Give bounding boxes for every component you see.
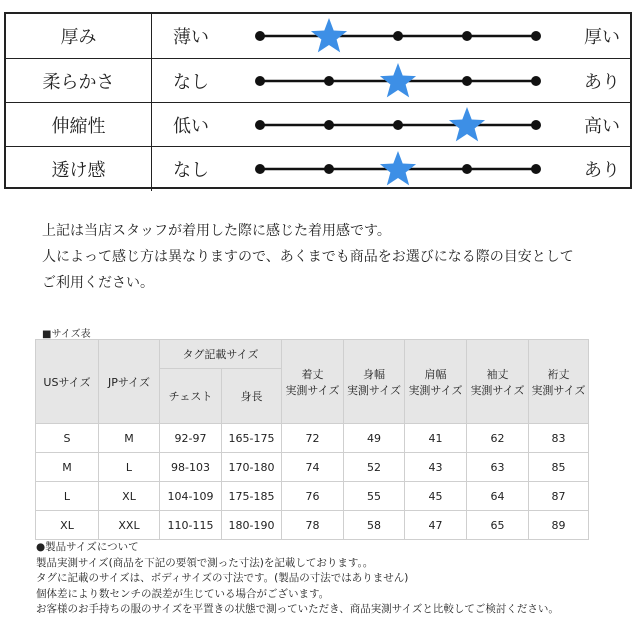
cell-height: 175-185 (222, 482, 282, 511)
header-line: 実測サイズ (285, 383, 340, 397)
header-us-size: USサイズ (36, 340, 99, 424)
cell-sleeve: 62 (467, 424, 529, 453)
cell-yuki: 89 (529, 511, 589, 540)
scale-dot (324, 164, 334, 174)
scale-dot (462, 31, 472, 41)
scale-dot (255, 164, 265, 174)
feel-label: 伸縮性 (6, 103, 152, 147)
note-line: 人によって感じ方は異なりますので、あくまでも商品をお選びになる際の目安として (42, 249, 574, 265)
header-jp-size: JPサイズ (99, 340, 160, 424)
header-line: 裄丈 (547, 367, 570, 381)
header-sleeve (467, 340, 529, 424)
cell-height: 180-190 (222, 511, 282, 540)
cell-sleeve: 63 (467, 453, 529, 482)
cell-sleeve: 65 (467, 511, 529, 540)
feel-scale (246, 59, 546, 103)
feel-max-label: あり (584, 160, 620, 181)
cell-length: 76 (282, 482, 344, 511)
header-line: 着丈 (301, 367, 324, 381)
size-note-line: 製品実測サイズ(商品を下記の要領で測った寸法)を記載しております。。 (36, 556, 374, 569)
cell-body-width: 55 (344, 482, 405, 511)
scale-dot (531, 120, 541, 130)
feel-label: 厚み (6, 14, 152, 58)
cell-shoulder: 45 (405, 482, 467, 511)
cell-chest: 110-115 (160, 511, 222, 540)
scale-dot (462, 164, 472, 174)
cell-yuki: 85 (529, 453, 589, 482)
scale-dot (531, 31, 541, 41)
header-shoulder (405, 340, 467, 424)
table-row (36, 424, 589, 453)
cell-jp: XXL (99, 511, 160, 540)
cell-us: L (36, 482, 99, 511)
feel-label: 透け感 (6, 147, 152, 191)
cell-us: S (36, 424, 99, 453)
feel-max-label: 高い (584, 116, 620, 137)
cell-shoulder: 41 (405, 424, 467, 453)
table-row (36, 482, 589, 511)
cell-jp: XL (99, 482, 160, 511)
cell-chest: 98-103 (160, 453, 222, 482)
size-notes-heading: ●製品サイズについて (36, 541, 139, 553)
size-note-line: お客様のお手持ちの服のサイズを平置きの状態で測っていただき、商品実測サイズと比較してご検討ください。 (36, 603, 559, 615)
cell-chest: 92-97 (160, 424, 222, 453)
cell-chest: 104-109 (160, 482, 222, 511)
scale-dot (462, 76, 472, 86)
note-line: ご利用ください。 (42, 275, 154, 291)
feel-min-label: なし (173, 160, 209, 181)
header-line: 袖丈 (486, 367, 509, 381)
scale-dot (324, 120, 334, 130)
header-line: 実測サイズ (408, 383, 463, 397)
star-icon (380, 151, 416, 185)
scale-dot (324, 76, 334, 86)
cell-shoulder: 47 (405, 511, 467, 540)
feel-min-label: 低い (173, 116, 209, 137)
star-icon (449, 107, 485, 141)
cell-body-width: 58 (344, 511, 405, 540)
feel-row-softness (6, 58, 630, 103)
feel-scale (246, 147, 546, 191)
size-notes (36, 540, 559, 618)
feel-note (42, 218, 602, 296)
header-line: 身幅 (363, 367, 385, 381)
star-icon (311, 18, 347, 52)
star-icon (380, 63, 416, 97)
header-height: 身長 (222, 369, 282, 424)
feel-row-sheerness (6, 146, 630, 191)
header-line: 肩幅 (424, 367, 447, 381)
feel-max-label: 厚い (584, 27, 620, 48)
table-row (36, 453, 589, 482)
feel-min-label: 薄い (173, 27, 209, 48)
feel-scale-table (4, 12, 632, 189)
cell-yuki: 83 (529, 424, 589, 453)
table-row (36, 511, 589, 540)
header-tag-size: タグ記載サイズ (160, 340, 282, 369)
header-length (282, 340, 344, 424)
cell-length: 78 (282, 511, 344, 540)
scale-dot (531, 76, 541, 86)
header-body-width (344, 340, 405, 424)
header-line: 実測サイズ (470, 383, 525, 397)
header-yuki (529, 340, 589, 424)
cell-body-width: 52 (344, 453, 405, 482)
scale-dot (255, 31, 265, 41)
scale-dot (393, 120, 403, 130)
cell-height: 170-180 (222, 453, 282, 482)
feel-scale (246, 103, 546, 147)
cell-yuki: 87 (529, 482, 589, 511)
cell-length: 72 (282, 424, 344, 453)
scale-dot (255, 76, 265, 86)
cell-us: M (36, 453, 99, 482)
scale-dot (255, 120, 265, 130)
size-table-caption: ■サイズ表 (42, 329, 91, 340)
note-line: 上記は当店スタッフが着用した際に感じた着用感です。 (42, 223, 391, 239)
scale-dot (531, 164, 541, 174)
cell-length: 74 (282, 453, 344, 482)
cell-jp: M (99, 424, 160, 453)
feel-max-label: あり (584, 72, 620, 93)
cell-height: 165-175 (222, 424, 282, 453)
scale-dot (393, 31, 403, 41)
cell-sleeve: 64 (467, 482, 529, 511)
feel-row-thickness (6, 14, 630, 58)
feel-label: 柔らかさ (6, 59, 152, 103)
size-note-line: 個体差により数センチの誤差が生じている場合がございます。 (36, 587, 330, 600)
header-line: 実測サイズ (346, 383, 402, 397)
header-chest: チェスト (160, 369, 222, 424)
feel-row-stretch (6, 102, 630, 147)
feel-min-label: なし (173, 72, 209, 93)
feel-scale (246, 14, 546, 58)
cell-shoulder: 43 (405, 453, 467, 482)
cell-body-width: 49 (344, 424, 405, 453)
cell-jp: L (99, 453, 160, 482)
size-note-line: タグに記載のサイズは、ボディサイズの寸法です。(製品の寸法ではありません) (36, 572, 409, 584)
header-line: 実測サイズ (531, 383, 586, 397)
cell-us: XL (36, 511, 99, 540)
size-table (35, 339, 589, 540)
